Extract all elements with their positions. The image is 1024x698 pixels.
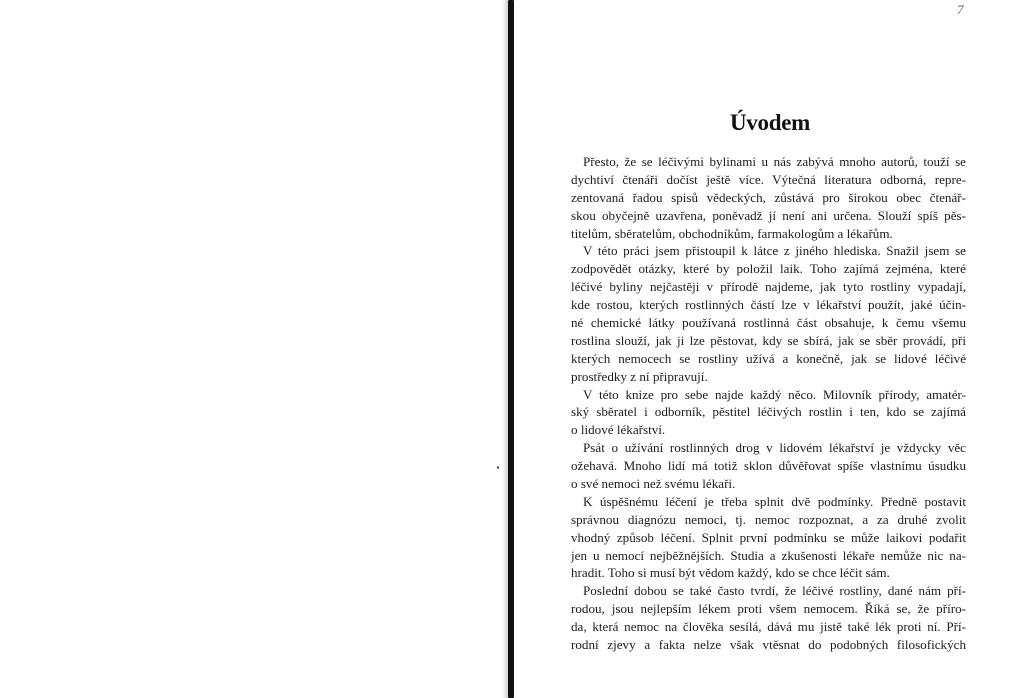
text-line: správnou diagnózu nemoci, tj. nemoc rozpoznat, a za druhé zvolit xyxy=(571,511,966,527)
text-line: rodou, jsou nejlepším lékem proti všem nemocem. Říká se, že příro- xyxy=(571,601,966,617)
text-line: Poslední dobou se také často tvrdí, že léčivé rostliny, dané nám pří- xyxy=(583,583,966,599)
text-line: hradit. Toho si musí být vědom každý, kdo se chce léčit sám. xyxy=(571,565,890,581)
text-line: vhodný způsob léčení. Splnit první podmínku se může laikovi podařit xyxy=(571,529,966,545)
right-text-page xyxy=(560,0,990,698)
text-line: o lidové lékařství. xyxy=(571,422,666,438)
text-line: V této práci jsem přistoupil k látce z jiného hlediska. Snažil jsem se xyxy=(583,243,966,259)
chapter-title: Úvodem xyxy=(730,110,810,135)
page-number: 7 xyxy=(957,2,964,17)
text-line: prostředky z ní připravují. xyxy=(571,368,708,384)
text-line: kde rostou, kterých rostlinných částí lze v lékařství použít, jaké účin- xyxy=(571,297,966,313)
text-line: K úspěšnému léčení je třeba splnit dvě podmínky. Předně postavit xyxy=(583,493,966,509)
text-line: V této knize pro sebe najde každý něco. Milovník přírody, amatér- xyxy=(583,386,966,402)
text-line: Přesto, že se léčivými bylinami u nás zabývá mnoho autorů, touží se xyxy=(583,154,966,169)
body-text xyxy=(571,153,966,654)
text-line: o své nemoci než svému lékaři. xyxy=(571,476,736,492)
text-line: dychtiví čtenáři dočíst ještě více. Výtečná literatura odborná, repre- xyxy=(571,171,966,187)
scan-speck xyxy=(497,466,499,469)
text-line: skou obyčejně uzavřena, poněvadž jí není ani určena. Slouží spíš pěs- xyxy=(571,207,966,223)
text-line: ožehavá. Mnoho lidí má totiž sklon důvěřovat spíše vlastnímu úsudku xyxy=(571,458,966,474)
text-line: rodní zjevy a fakta nelze však vtěsnat do podobných filosofických xyxy=(571,637,966,653)
text-line: rostlina slouží, jak ji lze pěstovat, kdy se sbírá, jak se sběr provádí, při xyxy=(571,332,966,348)
spine-gutter-line xyxy=(508,0,514,698)
book-spine xyxy=(500,0,516,698)
text-line: jen u nemocí nejběžnějších. Studia a zkušenosti lékaře nemůže nic na- xyxy=(571,547,966,563)
text-line: zodpovědět otázky, které by položil laik. Toho zajímá zejména, které xyxy=(571,261,966,277)
text-line: léčivé byliny nejčastěji v přírodě najdeme, jak tyto rostliny vypadají, xyxy=(571,279,966,295)
text-line: né chemické látky používaná rostlinná část obsahuje, k čemu všemu xyxy=(571,315,966,331)
text-line: kterých nemocech se rostliny užívá a konečně, jak se lidové léčivé xyxy=(571,350,966,366)
text-line: ský sběratel i odborník, pěstitel léčivých rostlin i ten, kdo se zajímá xyxy=(571,404,966,420)
text-line: titelům, sběratelům, obchodníkům, farmakologům a lékařům. xyxy=(571,225,893,241)
text-line: Psát o užívání rostlinných drog v lidovém lékařství je vždycky věc xyxy=(583,440,966,456)
text-line: zentovaná řadou spisů vědeckých, zůstává pro širokou obec čtenář- xyxy=(571,189,966,205)
left-blank-page xyxy=(0,0,500,698)
text-line: da, která nemoc na člověka sesílá, dává mu jistě také lék proti ní. Pří- xyxy=(571,619,966,635)
